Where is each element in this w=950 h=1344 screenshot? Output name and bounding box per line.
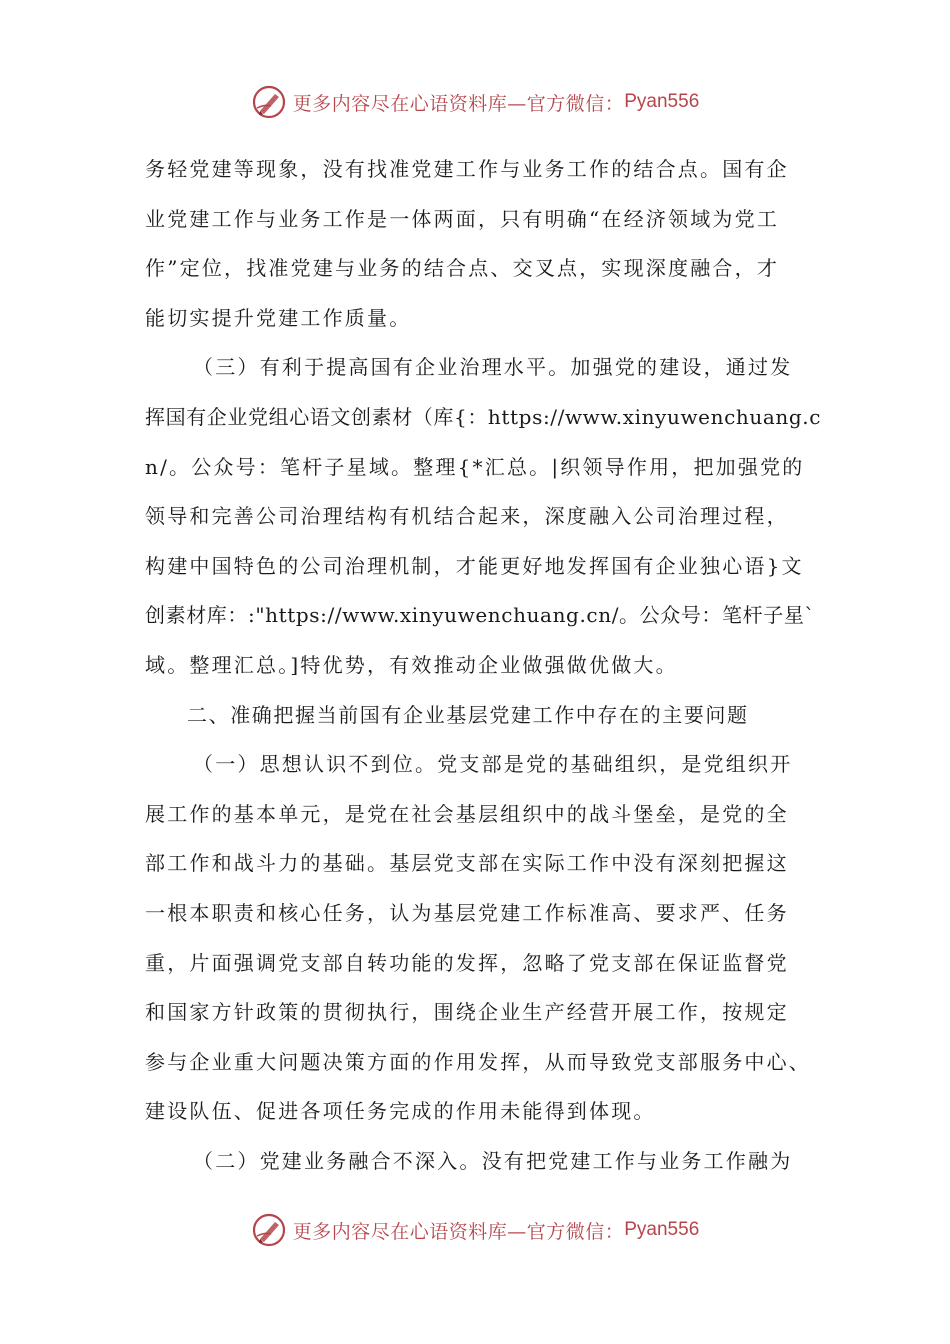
watermark-wechat-id: Pyan556: [624, 91, 700, 112]
text-line: 参与企业重大问题决策方面的作用发挥，从而导致党支部服务中心、: [145, 1049, 811, 1074]
text-line: （二）党建业务融合不深入。没有把党建工作与业务工作融为: [193, 1148, 793, 1173]
footer-watermark: [0, 1210, 950, 1250]
text-line: 展工作的基本单元，是党在社会基层组织中的战斗堡垒，是党的全: [145, 801, 789, 826]
text-line: （三）有利于提高国有企业治理水平。加强党的建设，通过发: [193, 355, 793, 380]
text-line: 域。整理汇总。]特优势，有效推动企业做强做优做大。: [145, 652, 678, 677]
watermark-text: 更多内容尽在心语资料库—官方微信：: [292, 92, 625, 115]
text-line: n/。公众号：笔杆子星域。整理{*汇总。|织领导作用，把加强党的: [145, 454, 805, 479]
watermark-wechat-id: Pyan556: [624, 1219, 700, 1240]
text-line: 作”定位，找准党建与业务的结合点、交叉点，实现深度融合，才: [145, 256, 780, 281]
pen-logo-icon: [251, 84, 287, 120]
text-line: 务轻党建等现象，没有找准党建工作与业务工作的结合点。国有企: [145, 157, 789, 181]
pen-logo-icon: [251, 1212, 287, 1248]
text-line: 挥国有企业党组心语文创素材（库{：https://www.xinyuwenchuang.c: [145, 404, 822, 429]
section-heading: 二、准确把握当前国有企业基层党建工作中存在的主要问题: [187, 702, 749, 727]
header-watermark: [0, 82, 950, 122]
text-line: 部工作和战斗力的基础。基层党支部在实际工作中没有深刻把握这: [145, 851, 789, 876]
text-line: 构建中国特色的公司治理机制，才能更好地发挥国有企业独心语}文: [145, 553, 804, 578]
text-line: 重，片面强调党支部自转功能的发挥，忽略了党支部在保证监督党: [145, 950, 789, 975]
text-line: （一）思想认识不到位。党支部是党的基础组织，是党组织开: [193, 752, 793, 777]
text-line: 一根本职责和核心任务，认为基层党建工作标准高、要求严、任务: [145, 900, 789, 925]
watermark-text: 更多内容尽在心语资料库—官方微信：: [292, 1220, 625, 1243]
text-line: 领导和完善公司治理结构有机结合起来，深度融入公司治理过程，: [145, 504, 789, 529]
document-body: [145, 145, 822, 1186]
text-line: 能切实提升党建工作质量。: [145, 305, 412, 330]
text-line: 和国家方针政策的贯彻执行，围绕企业生产经营开展工作，按规定: [145, 1000, 789, 1025]
text-line: 创素材库：:"https://www.xinyuwenchuang.cn/。公众号：笔杆子星`: [145, 603, 816, 628]
text-line: 建设队伍、促进各项任务完成的作用未能得到体现。: [145, 1099, 656, 1124]
text-line: 业党建工作与业务工作是一体两面，只有明确“在经济领域为党工: [145, 206, 780, 231]
